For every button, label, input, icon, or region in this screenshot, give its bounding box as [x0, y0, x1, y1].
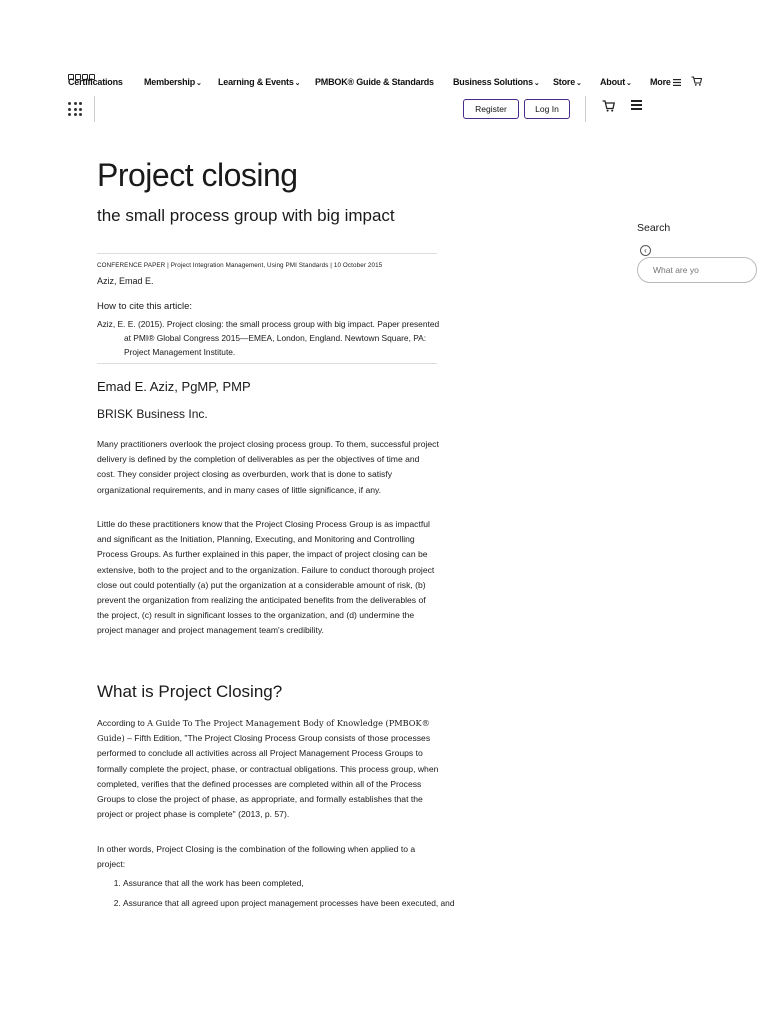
search-input[interactable] — [637, 257, 757, 283]
cart-icon[interactable] — [602, 100, 615, 112]
nav-item-label: PMBOK® Guide & Standards — [315, 77, 434, 87]
login-button[interactable]: Log In — [524, 99, 570, 119]
paragraph: Little do these practitioners know that the Project Closing Process Group is as impactful and significant as the Initiation, Planning, Executing, and Monitoring and Controlling Process Groups. As further explained in this paper, the impact of project closing can be extensive, both to the project and to the organization. Failure to conduct thorough project close out could potentially (a) put the organization at a considerable amount of risk, (b) prevent the organization from realizing the anticipated benefits from the deliverables of the project, (c) result in significant losses to the organization, and (d) undermine the project manager and project management team's credibility. — [97, 519, 435, 636]
author-organization: BRISK Business Inc. — [97, 407, 208, 421]
chevron-down-icon: ⌄ — [626, 80, 632, 87]
nav-item-label: Business Solutions — [453, 77, 533, 87]
book-title: A Guide To The Project Management Body of Knowledge (PMBOK® Guide) — [97, 718, 430, 744]
paragraph: Many practitioners overlook the project closing process group. To them, successful project delivery is defined by the completion of deliverables as per the objectives of time and cost. They consider project closing as overburden, work that is done to satisfy organizational requirements, and in many cases of little significance, if any. — [97, 439, 439, 495]
nav-item-label: Membership — [144, 77, 196, 87]
nav-item-label: More — [650, 77, 671, 87]
cart-icon[interactable] — [691, 76, 702, 86]
register-button[interactable]: Register — [463, 99, 519, 119]
author-line[interactable]: Aziz, Emad E. — [97, 276, 154, 286]
cite-heading: How to cite this article: — [97, 301, 193, 312]
menu-icon — [673, 79, 681, 86]
search-label: Search — [637, 222, 671, 234]
top-nav — [68, 74, 708, 92]
list-item: 2. Assurance that all agreed upon project management processes have been executed, and — [123, 897, 465, 910]
nav-item-pmbok[interactable] — [315, 77, 434, 87]
list-item: 1. Assurance that all the work has been completed, — [123, 877, 465, 890]
back-arrow-icon[interactable]: ‹ — [640, 245, 651, 256]
chevron-down-icon: ⌄ — [533, 80, 540, 87]
paragraph-text: – Fifth Edition, "The Project Closing Process Group consists of those processes performed to conclude all activities across all Project Management Process Groups to formally complete the project, phase, or contractual obligations. This process group, when completed, verifies that the defined processes are completed within all of the Process Groups to close the project of phase, as appropriate, and formally establishes that the project or project phase is complete" (2013, p. 57). — [97, 733, 439, 820]
nav-item-business-solutions[interactable] — [453, 77, 540, 87]
chevron-down-icon: ⌄ — [196, 80, 202, 87]
nav-item-certifications[interactable] — [68, 77, 123, 87]
cite-text: Aziz, E. E. (2015). Project closing: the small process group with big impact. Paper presented at PMI® Global Congress 2015—EMEA, London, England. Newtown Square, PA: Project Management Institute. — [97, 319, 440, 357]
nav-item-label: Store — [553, 77, 576, 87]
section-heading: What is Project Closing? — [97, 682, 283, 701]
nav-item-learning-events[interactable] — [218, 77, 300, 87]
nav-item-membership[interactable] — [144, 77, 202, 87]
chevron-down-icon: ⌄ — [576, 80, 582, 87]
chevron-down-icon: ⌄ — [294, 80, 301, 87]
nav-item-more[interactable] — [650, 77, 681, 87]
paragraph — [97, 716, 439, 822]
divider — [97, 363, 437, 364]
nav-item-label: Certifications — [68, 77, 123, 87]
author-name: Emad E. Aziz, PgMP, PMP — [97, 379, 251, 394]
divider — [97, 253, 437, 254]
nav-item-label: About — [600, 77, 625, 87]
nav-item-store[interactable] — [553, 77, 582, 87]
page-subtitle: the small process group with big impact — [97, 206, 395, 225]
nav-item-about[interactable] — [600, 77, 632, 87]
page-title: Project closing — [97, 157, 298, 193]
divider — [585, 96, 586, 122]
apps-grid-icon[interactable] — [68, 102, 82, 116]
paragraph: In other words, Project Closing is the combination of the following when applied to a project: — [97, 844, 416, 870]
divider — [94, 96, 95, 122]
numbered-list — [97, 877, 465, 916]
nav-item-label: Learning & Events — [218, 77, 294, 87]
article-meta: CONFERENCE PAPER | Project Integration Management, Using PMI Standards | 10 October 2015 — [97, 262, 383, 269]
menu-icon[interactable] — [631, 100, 642, 113]
utility-bar — [68, 98, 708, 124]
paragraph-text: According to — [97, 718, 148, 728]
